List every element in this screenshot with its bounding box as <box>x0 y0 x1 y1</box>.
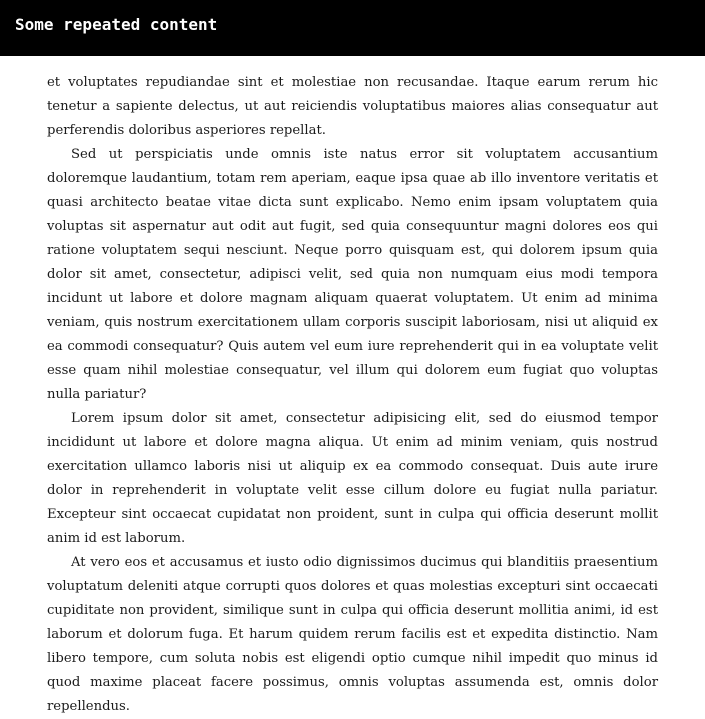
paragraph: At vero eos et accusamus et iusto odio dignissimos ducimus qui blanditiis praesentium voluptatum deleniti atque corrupti quos dolores et quas molestias excepturi sint occaecati cupiditate non provident, similique sunt in culpa qui officia deserunt mollitia animi, id est laborum et dolorum fuga. Et harum quidem rerum facilis est et expedita distinctio. Nam libero tempore, cum soluta nobis est eligendi optio cumque nihil impedit quo minus id quod maxime placeat facere possimus, omnis voluptas assumenda est, omnis dolor repellendus. <box>47 555 658 714</box>
article-body <box>47 71 658 719</box>
page-title: Some repeated content <box>15 15 218 34</box>
paragraph: Lorem ipsum dolor sit amet, consectetur adipisicing elit, sed do eiusmod tempor incididunt ut labore et dolore magna aliqua. Ut enim ad minim veniam, quis nostrud exercitation ullamco laboris nisi ut aliquip ex ea commodo consequat. Duis aute irure dolor in reprehenderit in voluptate velit esse cillum dolore eu fugiat nulla pariatur. Excepteur sint occaecat cupidatat non proident, sunt in culpa qui officia deserunt mollit anim id est laborum. <box>47 411 658 546</box>
paragraph: et voluptates repudiandae sint et molestiae non recusandae. Itaque earum rerum hic tenetur a sapiente delectus, ut aut reiciendis voluptatibus maiores alias consequatur aut perferendis doloribus asperiores repellat. <box>47 75 658 138</box>
header-bar <box>0 0 705 56</box>
paragraph: Sed ut perspiciatis unde omnis iste natus error sit voluptatem accusantium doloremque laudantium, totam rem aperiam, eaque ipsa quae ab illo inventore veritatis et quasi architecto beatae vitae dicta sunt explicabo. Nemo enim ipsam voluptatem quia voluptas sit aspernatur aut odit aut fugit, sed quia consequuntur magni dolores eos qui ratione voluptatem sequi nesciunt. Neque porro quisquam est, qui dolorem ipsum quia dolor sit amet, consectetur, adipisci velit, sed quia non numquam eius modi tempora incidunt ut labore et dolore magnam aliquam quaerat voluptatem. Ut enim ad minima veniam, quis nostrum exercitationem ullam corporis suscipit laboriosam, nisi ut aliquid ex ea commodi consequatur? Quis autem vel eum iure reprehenderit qui in ea voluptate velit esse quam nihil molestiae consequatur, vel illum qui dolorem eum fugiat quo voluptas nulla pariatur? <box>47 147 658 402</box>
